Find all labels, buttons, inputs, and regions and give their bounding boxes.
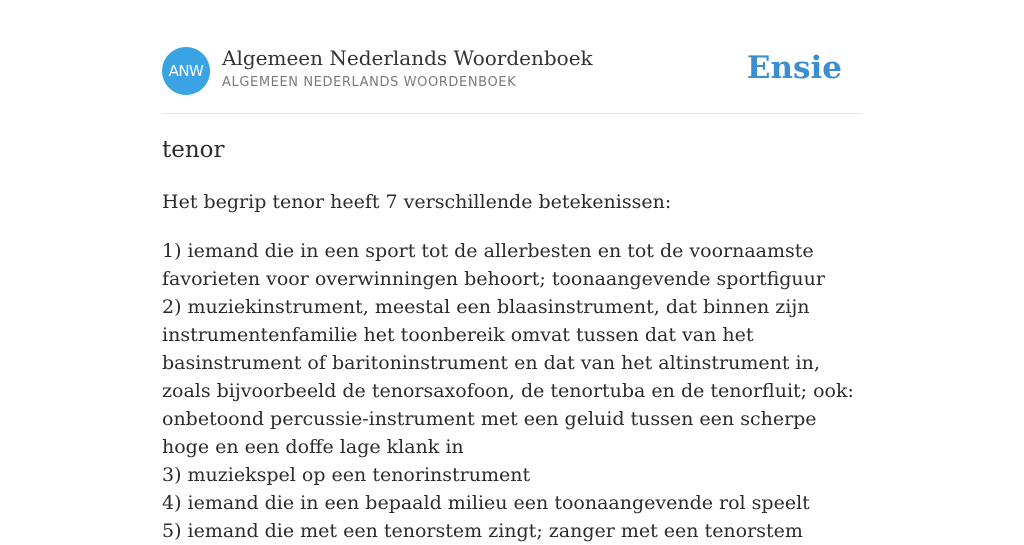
definition-item: 3) muziekspel op een tenorinstrument: [162, 464, 531, 486]
definition-list: [162, 237, 862, 545]
entry-term: tenor: [162, 137, 225, 163]
ensie-logo[interactable]: Ensie: [746, 50, 842, 86]
header-divider: [162, 113, 862, 114]
definition-item: 4) iemand die in een bepaald milieu een toonaangevende rol speelt: [162, 492, 810, 514]
entry-intro: Het begrip tenor heeft 7 verschillende betekenissen:: [162, 191, 672, 213]
anw-logo[interactable]: ANW: [162, 47, 210, 95]
source-subtitle: ALGEMEEN NEDERLANDS WOORDENBOEK: [222, 75, 517, 90]
definition-item: 1) iemand die in een sport tot de allerbesten en tot de voornaamste favorieten voor overwinningen behoort; toonaangevende sportfiguur: [162, 240, 825, 290]
definition-item: 5) iemand die met een tenorstem zingt; zanger met een tenorstem: [162, 520, 803, 542]
source-header: [162, 46, 862, 96]
source-title[interactable]: Algemeen Nederlands Woordenboek: [222, 46, 593, 70]
definition-item: 2) muziekinstrument, meestal een blaasinstrument, dat binnen zijn instrumentenfamilie het toonbereik omvat tussen dat van het basinstrument of baritoninstrument en dat van het altinstrument in, zoals bijvoorbeeld de tenorsaxofoon, de tenortuba en de tenorfluit; ook: onbetoond percussie-instrument met een geluid tussen een scherpe hoge en een doffe lage klank in: [162, 296, 854, 458]
